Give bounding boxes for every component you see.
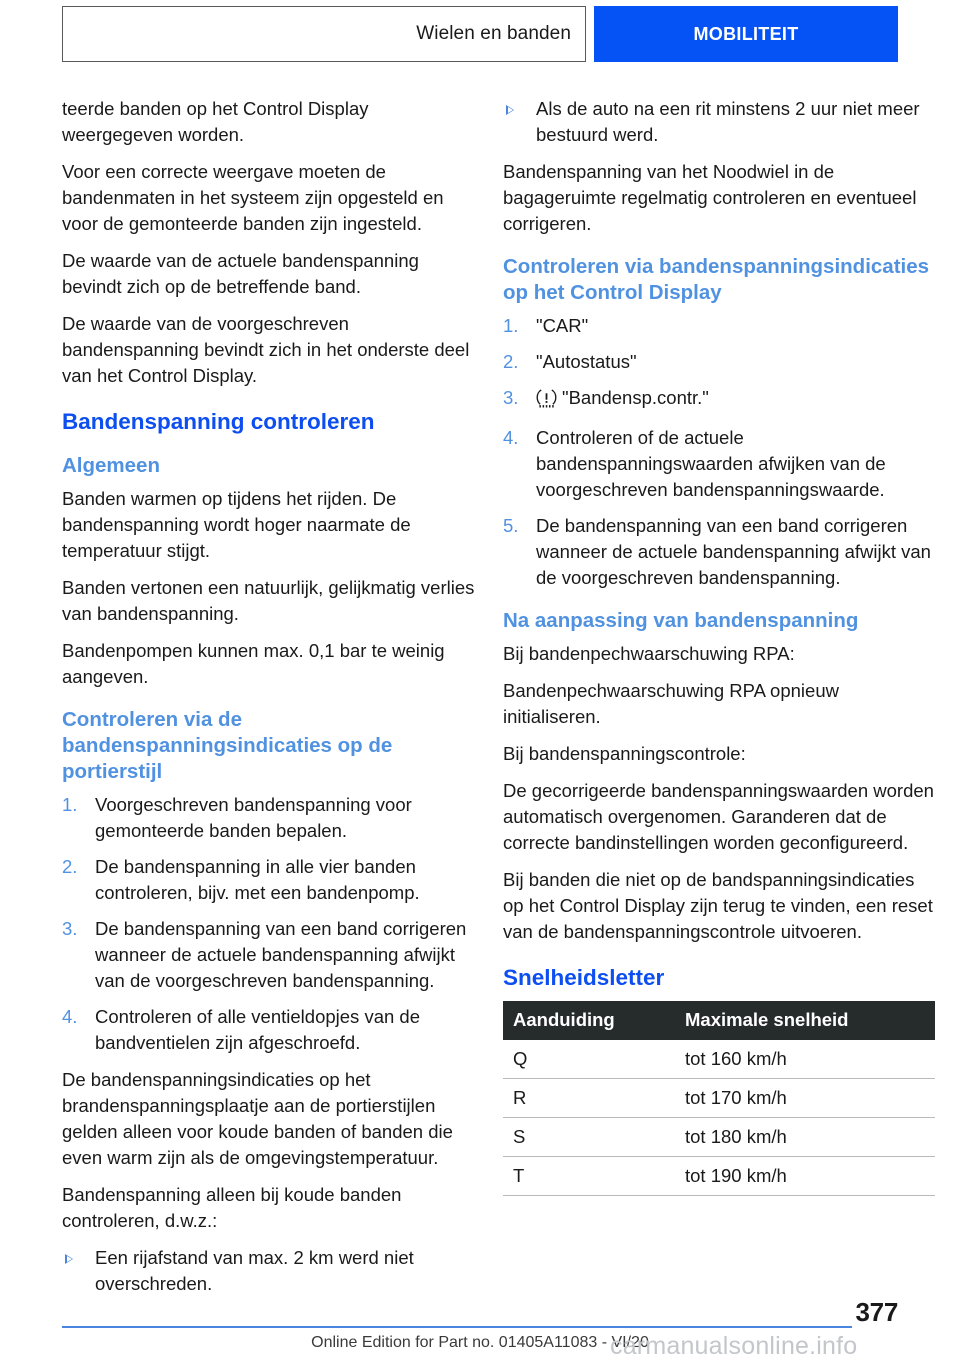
table-cell-code: R: [503, 1079, 675, 1118]
list-item: [503, 313, 935, 339]
paragraph: De waarde van de voorgeschreven bandenspanning bevindt zich in het onderste deel van het Control Display.: [62, 313, 470, 386]
steps-list-control-display: [503, 313, 935, 591]
list-item: [503, 425, 935, 503]
paragraph: Bandenpechwaarschuwing RPA opnieuw initialiseren.: [503, 680, 839, 727]
content-columns: [0, 96, 960, 1308]
list-item: [62, 1245, 482, 1297]
section-heading-snelheidsletter: Snelheidsletter: [503, 965, 665, 990]
bullet-list-koude-banden: [62, 1245, 482, 1297]
table-row: [503, 1157, 935, 1196]
table-cell-speed: tot 190 km/h: [675, 1157, 935, 1196]
right-column: [503, 96, 935, 1308]
watermark-text: carmanualsonline.info: [610, 1332, 858, 1360]
list-item: [503, 349, 935, 375]
page-header: [62, 6, 898, 62]
table-header-cell-maximale-snelheid: Maximale snelheid: [675, 1001, 935, 1040]
left-column: [62, 96, 482, 1308]
list-item-label: De bandenspanning van een band corrigeren wanneer de actuele bandenspanning afwijkt van de voorgeschreven bandenspanning.: [536, 515, 931, 588]
subsection-heading-algemeen: Algemeen: [62, 454, 160, 477]
header-section-box: [594, 6, 898, 62]
bullet-list-top: [503, 96, 935, 148]
footer-divider: [62, 1326, 852, 1328]
list-item: [503, 96, 935, 148]
table-cell-speed: tot 180 km/h: [675, 1118, 935, 1157]
paragraph: Bandenspanning van het Noodwiel in de bagageruimte regelmatig controleren en eventueel corrigeren.: [503, 161, 917, 234]
list-item: Voorgeschreven bandenspanning voor gemonteerde banden bepalen.: [95, 794, 412, 841]
table-row: [503, 1040, 935, 1079]
header-title-box: [62, 6, 586, 62]
paragraph: Banden warmen op tijdens het rijden. De bandenspanning wordt hoger naarmate de temperatuur stijgt.: [62, 488, 411, 561]
header-section-label: MOBILITEIT: [693, 23, 799, 44]
list-item-label: "Autostatus": [536, 351, 637, 372]
table-row: [503, 1079, 935, 1118]
list-item: De bandenspanning in alle vier banden controleren, bijv. met een bandenpomp.: [95, 856, 420, 903]
triangle-bullet-icon: [65, 1254, 73, 1264]
table-cell-code: S: [503, 1118, 675, 1157]
list-item-label: Een rijafstand van max. 2 km werd niet overschreden.: [95, 1247, 414, 1294]
steps-list-portierstijl: [62, 792, 482, 1056]
footer-edition-text: Online Edition for Part no. 01405A11083 - VI/20: [311, 1334, 649, 1351]
list-item-label: Als de auto na een rit minstens 2 uur niet meer bestuurd werd.: [536, 98, 920, 145]
paragraph: Bij bandenpechwaarschuwing RPA:: [503, 643, 795, 664]
table-row: [503, 1118, 935, 1157]
table-header-cell-aanduiding: Aanduiding: [503, 1001, 675, 1040]
page-number: 377: [855, 1297, 898, 1327]
list-item: Controleren of alle ventieldopjes van de bandventielen zijn afgeschroefd.: [95, 1006, 420, 1053]
paragraph: teerde banden op het Control Display weergegeven worden.: [62, 98, 369, 145]
paragraph: Bandenspanning alleen bij koude banden controleren, d.w.z.:: [62, 1184, 402, 1231]
list-item: [503, 513, 935, 591]
speed-rating-table: [503, 1001, 935, 1196]
paragraph: De bandenspanningsindicaties op het brandenspanningsplaatje aan de portierstijlen gelden alleen voor koude banden of banden die even warm zijn als de omgevingstemperatuur.: [62, 1069, 453, 1168]
table-cell-code: Q: [503, 1040, 675, 1079]
subsection-heading-na-aanpassing: Na aanpassing van bandenspanning: [503, 609, 859, 632]
section-heading-bandenspanning-controleren: Bandenspanning controleren: [62, 409, 375, 434]
list-item-label: "CAR": [536, 315, 589, 336]
subsection-heading-portierstijl: Controleren via de bandenspanningsindicaties op de portierstijl: [62, 708, 393, 783]
list-item-label: Controleren of de actuele bandenspanningswaarden afwijken van de voorgeschreven bandenspanningswaarde.: [536, 427, 886, 500]
paragraph: De gecorrigeerde bandenspanningswaarden worden automatisch overgenomen. Garanderen dat de correcte bandinstellingen worden geconfigureerd.: [503, 780, 934, 853]
subsection-heading-control-display: Controleren via bandenspanningsindicaties op het Control Display: [503, 255, 930, 304]
paragraph: Voor een correcte weergave moeten de bandenmaten in het systeem zijn opgesteld en voor de gemonteerde banden zijn ingesteld.: [62, 161, 444, 234]
tpms-warning-icon: [536, 389, 557, 415]
header-chapter-title: Wielen en banden: [416, 23, 571, 44]
paragraph: Bandenpompen kunnen max. 0,1 bar te weinig aangeven.: [62, 640, 445, 687]
paragraph: De waarde van de actuele bandenspanning bevindt zich op de betreffende band.: [62, 250, 419, 297]
list-item-label: "Bandensp.contr.": [562, 387, 709, 408]
paragraph: Bij bandenspanningscontrole:: [503, 743, 746, 764]
paragraph: Bij banden die niet op de bandspanningsindicaties op het Control Display zijn terug te vinden, een reset van de bandenspanningscontrole uitvoeren.: [503, 869, 933, 942]
list-item: De bandenspanning van een band corrigeren wanneer de actuele bandenspanning afwijkt van de voorgeschreven bandenspanning.: [95, 918, 467, 991]
paragraph: Banden vertonen een natuurlijk, gelijkmatig verlies van bandenspanning.: [62, 577, 475, 624]
table-cell-speed: tot 160 km/h: [675, 1040, 935, 1079]
table-header-row: [503, 1001, 935, 1040]
triangle-bullet-icon: [506, 105, 514, 115]
table-cell-code: T: [503, 1157, 675, 1196]
table-cell-speed: tot 170 km/h: [675, 1079, 935, 1118]
list-item: [503, 385, 935, 415]
